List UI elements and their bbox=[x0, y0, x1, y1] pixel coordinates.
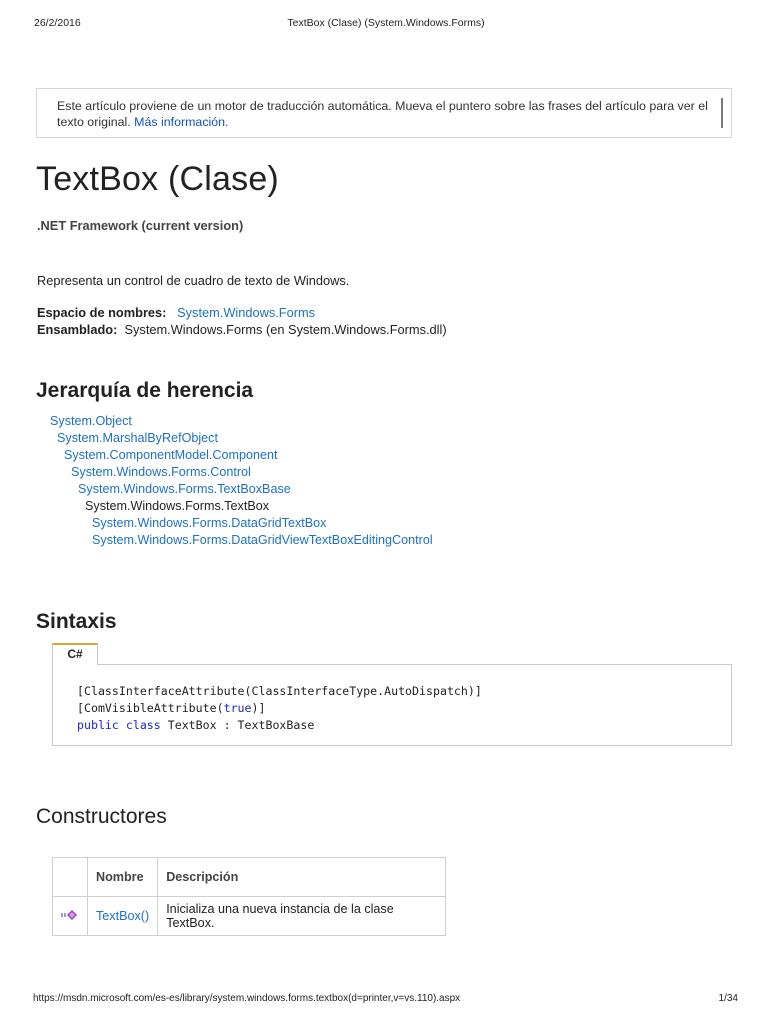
code-line-2: [ComVisibleAttribute(true)] bbox=[77, 701, 266, 715]
print-title: TextBox (Clase) (System.Windows.Forms) bbox=[287, 17, 485, 29]
assembly-label: Ensamblado: bbox=[37, 322, 118, 337]
constructors-heading: Constructores bbox=[36, 805, 167, 828]
icon-column-header bbox=[53, 858, 88, 897]
page-url: https://msdn.microsoft.com/es-es/library/system.windows.forms.textbox(d=printer,v=vs.110).aspx bbox=[33, 993, 461, 1004]
code-block bbox=[52, 664, 732, 746]
inheritance-hierarchy bbox=[36, 413, 433, 549]
hierarchy-item bbox=[36, 430, 433, 447]
page-title: TextBox (Clase) bbox=[36, 160, 279, 198]
tab-csharp[interactable]: C# bbox=[52, 643, 98, 665]
hierarchy-item bbox=[36, 498, 433, 515]
hierarchy-item bbox=[36, 481, 433, 498]
print-header bbox=[34, 17, 738, 33]
notice-text: Este artículo proviene de un motor de traducción automática. Mueva el puntero sobre las frases del artículo para ver el texto original. bbox=[57, 99, 708, 129]
hierarchy-item bbox=[36, 515, 433, 532]
public-method-icon bbox=[53, 897, 88, 936]
namespace-label: Espacio de nombres: bbox=[37, 305, 167, 320]
hierarchy-item bbox=[36, 464, 433, 481]
assembly-line bbox=[37, 322, 447, 337]
constructor-description-cell: Inicializa una nueva instancia de la clase TextBox. bbox=[158, 897, 446, 936]
hierarchy-item bbox=[36, 532, 433, 549]
hierarchy-item bbox=[36, 447, 433, 464]
hierarchy-link[interactable]: System.MarshalByRefObject bbox=[57, 431, 218, 445]
namespace-line bbox=[37, 305, 315, 320]
table-row bbox=[53, 897, 446, 936]
framework-version: .NET Framework (current version) bbox=[37, 218, 244, 233]
class-description: Representa un control de cuadro de texto de Windows. bbox=[37, 273, 350, 288]
hierarchy-link[interactable]: System.ComponentModel.Component bbox=[64, 448, 278, 462]
page-number: 1/34 bbox=[718, 993, 738, 1004]
machine-translation-notice bbox=[36, 88, 732, 138]
more-info-link[interactable]: Más información. bbox=[134, 115, 229, 129]
hierarchy-link[interactable]: System.Windows.Forms.Control bbox=[71, 465, 251, 479]
print-date: 26/2/2016 bbox=[34, 17, 81, 29]
hierarchy-item bbox=[36, 413, 433, 430]
hierarchy-link[interactable]: System.Object bbox=[50, 414, 132, 428]
hierarchy-link[interactable]: System.Windows.Forms.DataGridViewTextBoxEditingControl bbox=[92, 533, 433, 547]
namespace-link[interactable]: System.Windows.Forms bbox=[177, 305, 316, 320]
textbox-constructor-link[interactable]: TextBox() bbox=[96, 909, 150, 923]
hierarchy-link[interactable]: System.Windows.Forms.TextBoxBase bbox=[78, 482, 291, 496]
hierarchy-heading: Jerarquía de herencia bbox=[36, 379, 254, 402]
hierarchy-link[interactable]: System.Windows.Forms.DataGridTextBox bbox=[92, 516, 327, 530]
hierarchy-current-class: System.Windows.Forms.TextBox bbox=[85, 499, 270, 513]
constructors-table bbox=[52, 857, 446, 936]
constructor-name-cell bbox=[88, 897, 158, 936]
assembly-value: System.Windows.Forms (en System.Windows.Forms.dll) bbox=[124, 322, 447, 337]
name-column-header: Nombre bbox=[88, 858, 158, 897]
code-line-3: public class TextBox : TextBoxBase bbox=[77, 718, 315, 732]
table-header-row bbox=[53, 858, 446, 897]
description-column-header: Descripción bbox=[158, 858, 446, 897]
syntax-heading: Sintaxis bbox=[36, 610, 117, 633]
code-line-1: [ClassInterfaceAttribute(ClassInterfaceType.AutoDispatch)] bbox=[77, 684, 482, 698]
notice-scrollbar bbox=[721, 98, 723, 128]
print-footer bbox=[33, 993, 738, 1007]
